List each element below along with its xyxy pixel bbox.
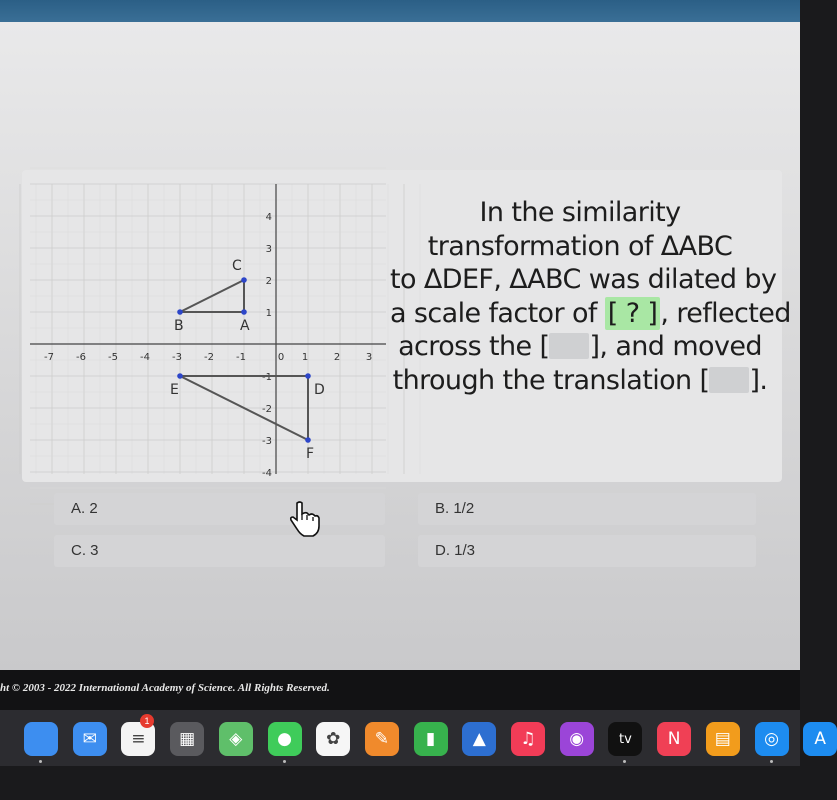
question-text [390, 196, 791, 397]
maps-icon[interactable]: ◈ [219, 722, 253, 756]
x-tick-label: 3 [365, 352, 373, 363]
coordinate-graph [30, 178, 390, 478]
copyright-text: ht © 2003 - 2022 International Academy of Science. All Rights Reserved. [0, 682, 330, 694]
question-line-1: In the similarity [479, 197, 681, 228]
photos-icon[interactable]: ✿ [316, 722, 350, 756]
point-d [305, 373, 311, 379]
dock-running-indicator [283, 760, 286, 763]
point-f [305, 437, 311, 443]
dock-running-indicator [770, 760, 773, 763]
mail-icon[interactable]: ✉ [73, 722, 107, 756]
point-e [177, 373, 183, 379]
translation-blank[interactable] [709, 367, 749, 393]
choice-a-button[interactable]: A. 2 [54, 493, 385, 525]
y-tick-label: -3 [262, 436, 272, 447]
news-icon[interactable]: N [657, 722, 691, 756]
x-tick-label: 2 [333, 352, 341, 363]
point-label-d: D [314, 382, 325, 398]
graph-axes [30, 184, 386, 474]
tv-icon[interactable]: tv [608, 722, 642, 756]
books-icon[interactable]: ▤ [706, 722, 740, 756]
point-label-f: F [306, 446, 315, 462]
finder-icon[interactable] [24, 722, 58, 756]
y-tick-label: 4 [265, 212, 272, 223]
y-tick-label: 3 [265, 244, 272, 255]
point-label-a: A [240, 318, 250, 334]
y-tick-label: 2 [265, 276, 272, 287]
x-tick-label: -4 [140, 352, 150, 363]
question-line-5-post: ], and moved [589, 331, 762, 362]
reflection-blank[interactable] [549, 333, 589, 359]
x-tick-label: -6 [76, 352, 86, 363]
x-tick-label: -3 [172, 352, 182, 363]
scale-factor-blank[interactable]: [ ? ] [605, 297, 661, 331]
calculator-icon[interactable]: ▦ [170, 722, 204, 756]
x-tick-label: 1 [301, 352, 309, 363]
y-tick-label: 1 [265, 308, 272, 319]
x-tick-labels [44, 352, 372, 363]
x-tick-label: -2 [204, 352, 214, 363]
question-line-4-pre: a scale factor of [390, 297, 605, 329]
numbers-icon[interactable]: ▮ [414, 722, 448, 756]
app-store-icon[interactable]: A [803, 722, 837, 756]
hand-cursor-icon [288, 500, 322, 538]
question-line-6-post: ]. [749, 364, 768, 396]
y-tick-label: -2 [262, 404, 272, 415]
question-line-6 [390, 364, 770, 398]
choice-b-button[interactable]: B. 1/2 [418, 493, 756, 525]
podcasts-icon[interactable]: ◉ [560, 722, 594, 756]
y-tick-labels [262, 212, 272, 479]
point-label-c: C [232, 258, 242, 274]
question-line-4-post: , reflected [660, 297, 791, 329]
point-label-e: E [170, 382, 179, 398]
choice-c-button[interactable]: C. 3 [54, 535, 385, 567]
x-tick-label: -1 [236, 352, 246, 363]
reminders-icon[interactable]: ≡ [121, 722, 155, 756]
dock-running-indicator [39, 760, 42, 763]
grid-lines [20, 168, 420, 504]
point-c [241, 277, 247, 283]
pages-icon[interactable]: ✎ [365, 722, 399, 756]
question-line-2: transformation of ΔABC [427, 230, 733, 262]
keynote-icon[interactable]: ▲ [462, 722, 496, 756]
messages-icon[interactable]: ● [268, 722, 302, 756]
choice-d-button[interactable]: D. 1/3 [418, 535, 756, 567]
x-tick-label: -5 [108, 352, 118, 363]
question-line-5-pre: across the [ [398, 331, 550, 362]
y-tick-label: -1 [262, 372, 272, 383]
dock-badge: 1 [140, 714, 154, 728]
x-tick-label: 0 [277, 352, 285, 363]
window-top-bar [0, 0, 800, 22]
music-icon[interactable]: ♫ [511, 722, 545, 756]
question-line-3: to ΔDEF, ΔABC was dilated by [390, 264, 777, 295]
question-line-4 [390, 297, 791, 331]
point-a [241, 309, 247, 315]
question-line-5 [390, 330, 770, 364]
point-b [177, 309, 183, 315]
y-tick-label: -4 [262, 468, 272, 479]
question-line-6-pre: through the translation [ [392, 364, 710, 396]
point-label-b: B [174, 318, 184, 334]
x-tick-label: -7 [44, 352, 54, 363]
safari-icon[interactable]: ◎ [755, 722, 789, 756]
